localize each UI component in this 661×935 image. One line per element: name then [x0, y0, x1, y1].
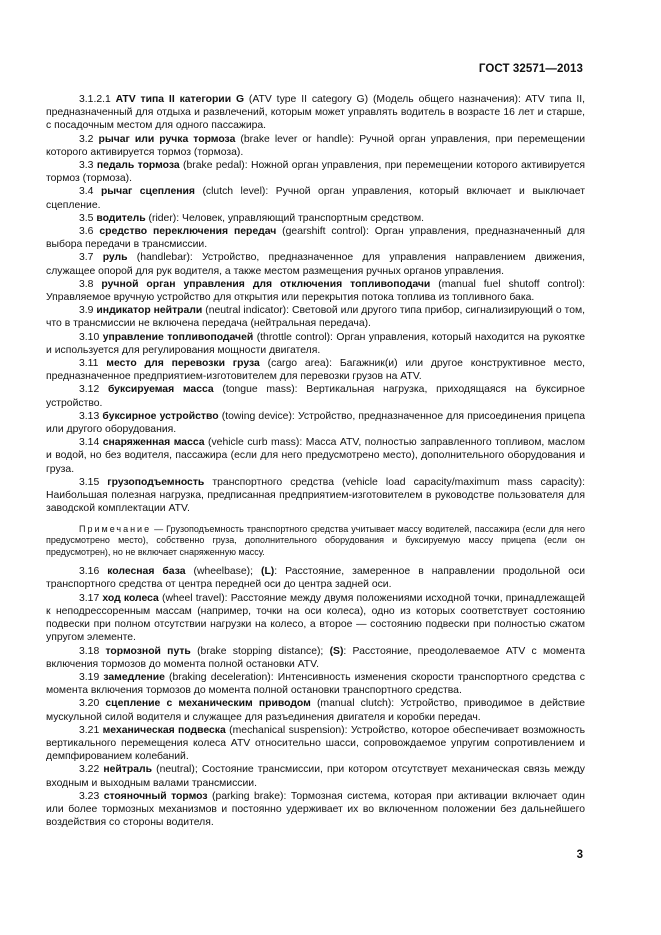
clause-number: 3.7: [79, 252, 94, 264]
clause-term: тормозной путь: [105, 645, 191, 657]
clause-text: (ATV type II category G) (Модель общего назначения): ATV типа II, предназначенный для отдыха и развлечений, которым может управлять водитель в возрасте 16 лет и старше, с посадочным местом для одного пассажира.: [46, 94, 586, 132]
clause-number: 3.21: [79, 724, 100, 736]
clause-3-8: [46, 278, 585, 304]
clause-text: (vehicle curb mass): Масса ATV, полностью заправленного топливом, маслом и водой, но без водителя, пассажира (если для него предусмотрено место), дополнительного оборудования и груза.: [46, 437, 585, 475]
clause-text: (rider): Человек, управляющий транспортным средством.: [145, 212, 424, 224]
clause-number: 3.18: [79, 645, 100, 657]
clause-number: 3.12: [79, 384, 100, 396]
clause-term: ATV типа II категории G: [115, 94, 245, 105]
clause-term: педаль тормоза: [96, 160, 180, 172]
clause-term: водитель: [96, 212, 146, 224]
clause-text: (wheel travel): Расстояние между двумя положениями исходной точки, принадлежащей к неподрессоренным массам (например, точки на оси колеса), одно из которых соответствует состоянию подвески при полном отсутствии нагрузки на колесо, а второе — состоянию подвески при полностью сжатом упругом элементе.: [46, 592, 586, 644]
clause-3-17: [46, 592, 585, 645]
document-body: [46, 93, 585, 829]
clause-number: 3.9: [79, 305, 94, 317]
clause-text: (tongue mass): Вертикальная нагрузка, приходящаяся на буксирное устройство.: [46, 384, 586, 409]
clause-text: (handlebar): Устройство, предназначенное для управления направлением движения, служащее опорой для рук водителя, а также местом размещения ручных органов управления.: [46, 252, 585, 277]
note-text: — Грузоподъемность транспортного средства учитывает массу водителей, пассажира (если для него предусмотрено место), собственно груза, дополнительного оборудования и буксируемую массу прицепа (если он предусмотрен), но не включает снаряженную массу.: [46, 523, 585, 557]
clause-number: 3.19: [79, 671, 100, 683]
clause-number: 3.10: [79, 331, 100, 343]
clause-term: буксирное устройство: [102, 410, 219, 422]
clause-text-continued: : Расстояние, замеренное в направлении продольной оси транспортного средства от центра передней оси до центра задней оси.: [46, 566, 585, 591]
clause-3-14: [46, 436, 585, 476]
clause-3-6: [46, 225, 585, 251]
clause-3-2: [46, 133, 585, 159]
clause-3-15: [46, 476, 585, 516]
clause-term: рычаг сцепления: [100, 186, 195, 198]
clause-text: (brake lever or handle): Ручной орган управления, при перемещении которого активируется тормоз (тормоза).: [46, 133, 585, 158]
clause-number: 3.20: [79, 698, 100, 710]
clause-number: 3.15: [79, 476, 100, 488]
clause-number: 3.14: [79, 437, 100, 449]
clause-text: (neutral indicator): Световой или другого типа прибор, сигнализирующий о том, что в трансмиссии не включена передача (нейтральная передача).: [46, 305, 585, 330]
clause-term: место для перевозки груза: [106, 358, 260, 370]
clause-term: колесная база: [107, 566, 186, 578]
clause-text: (towing device): Устройство, предназначенное для присоединения прицепа или другого оборудования.: [46, 410, 586, 436]
clause-term: руль: [102, 252, 128, 264]
document-id-header: ГОСТ 32571—2013: [478, 63, 583, 75]
clause-3-1-2-1: [46, 93, 585, 133]
clause-symbol: (S): [329, 645, 344, 657]
clause-3-21: [46, 724, 585, 764]
clause-number: 3.13: [79, 410, 100, 422]
clause-number: 3.16: [79, 566, 100, 578]
clause-term: механическая подвеска: [102, 724, 226, 736]
clause-text: (gearshift control): Орган управления, предназначенный для выбора передачи в трансмиссии.: [46, 226, 585, 251]
clause-3-7: [46, 251, 585, 277]
clause-symbol: (L): [260, 566, 275, 578]
clause-term: грузоподъемность: [107, 476, 205, 488]
clause-3-12: [46, 383, 585, 409]
clause-3-13: [46, 410, 585, 436]
clause-text: (clutch level): Ручной орган управления, который включает и выключает сцепление.: [46, 186, 585, 211]
clause-term: ход колеса: [102, 592, 159, 604]
clause-3-18: [46, 645, 585, 671]
clause-term: управление топливоподачей: [102, 331, 254, 343]
clause-3-9: [46, 304, 585, 330]
clause-3-23: [46, 790, 585, 830]
clause-term: сцепление с механическим приводом: [105, 698, 311, 710]
clause-term: замедление: [103, 671, 165, 683]
clause-number: 3.6: [79, 226, 94, 238]
clause-term: рычаг или ручка тормоза: [98, 133, 236, 145]
note-label: Примечание: [79, 523, 152, 534]
clause-text: (manual fuel shutoff control): Управляемое вручную устройство для открытия или перекрытия потока топлива из топливного бака.: [46, 278, 585, 304]
clause-number: 3.8: [79, 278, 94, 290]
clause-text: (brake pedal): Ножной орган управления, при перемещении которого активируется тормоз (тормоза).: [46, 160, 585, 185]
clause-number: 3.3: [79, 160, 94, 172]
clause-number: 3.23: [79, 790, 100, 802]
clause-text: (parking brake): Тормозная система, которая при активации включает один или более тормозных механизмов и постоянно удерживает их во включенном положении без дальнейшего воздействия со стороны водителя.: [46, 790, 585, 829]
clause-number: 3.22: [79, 764, 100, 776]
clause-3-19: [46, 671, 585, 697]
clause-3-3: [46, 159, 585, 185]
page-number: 3: [576, 849, 583, 861]
clause-3-5: [46, 212, 585, 225]
clause-3-22: [46, 763, 585, 789]
clause-text: (wheelbase);: [185, 566, 261, 578]
clause-number: 3.17: [79, 592, 100, 604]
clause-text: (mechanical suspension): Устройство, которое обеспечивает возможность вертикального перемещения колеса ATV относительно шасси, сопровождаемое упругим сопротивлением и демпфированием колебаний.: [46, 724, 585, 763]
clause-3-16: [46, 565, 585, 591]
clause-term: ручной орган управления для отключения топливоподачи: [101, 278, 431, 290]
clause-text: (throttle control): Орган управления, который находится на рукоятке и используется для регулирования мощности двигателя.: [46, 331, 585, 356]
clause-text-continued: : Расстояние, преодолеваемое ATV с момента включения тормозов до момента полной остановки ATV.: [46, 645, 585, 670]
clause-term: снаряженная масса: [102, 437, 205, 449]
clause-term: стояночный тормоз: [103, 790, 208, 802]
clause-text: (manual clutch): Устройство, приводимое в действие мускульной силой водителя и служащее для разъединения двигателя и коробки передач.: [46, 698, 585, 723]
clause-number: 3.1.2.1: [79, 94, 111, 105]
clause-text: (cargo area): Багажник(и) или другое конструктивное место, предназначенное предприятием-изготовителем для перевозки грузов на ATV.: [46, 358, 585, 383]
clause-term: средство переключения передач: [99, 226, 277, 238]
clause-number: 3.4: [79, 186, 94, 198]
clause-number: 3.5: [79, 212, 94, 224]
clause-number: 3.11: [79, 358, 99, 370]
clause-note: [46, 524, 585, 559]
clause-text: транспортного средства (vehicle load capacity/maximum mass capacity): Наибольшая полезная нагрузка, предписанная предприятием-изготовителем в руководстве пользователя для заводской комплектации ATV.: [46, 476, 586, 515]
clause-text: (neutral); Состояние трансмиссии, при котором отсутствует механическая связь между входным и выходным валами трансмиссии.: [46, 764, 585, 789]
clause-3-4: [46, 185, 585, 211]
clause-3-10: [46, 331, 585, 357]
clause-term: буксируемая масса: [107, 384, 214, 396]
clause-text: (braking deceleration): Интенсивность изменения скорости транспортного средства с момента включения тормозов до момента полной остановки транспортного средства.: [46, 671, 586, 697]
clause-text: (brake stopping distance);: [190, 645, 330, 657]
clause-3-20: [46, 697, 585, 723]
clause-term: индикатор нейтрали: [96, 305, 203, 317]
clause-number: 3.2: [79, 133, 94, 145]
clause-term: нейтраль: [103, 764, 153, 776]
clause-3-11: [46, 357, 585, 383]
